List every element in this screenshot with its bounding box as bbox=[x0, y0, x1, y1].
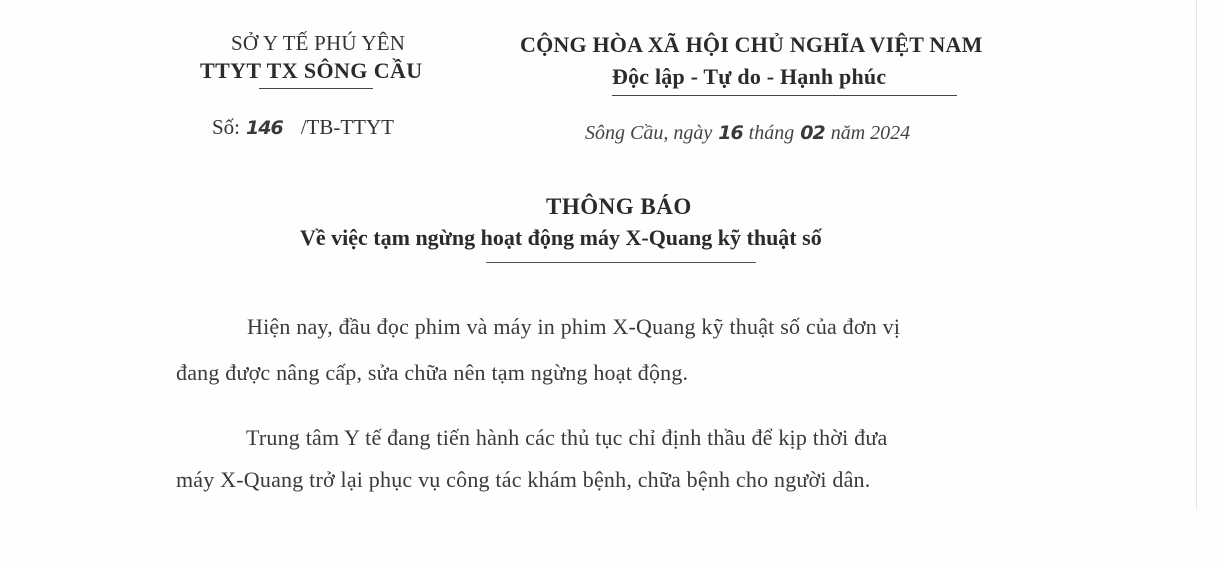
country-name: CỘNG HÒA XÃ HỘI CHỦ NGHĨA VIỆT NAM bbox=[520, 32, 983, 57]
national-motto: Độc lập - Tự do - Hạnh phúc bbox=[612, 64, 887, 89]
document-number bbox=[212, 115, 394, 140]
paragraph-2-line-1: Trung tâm Y tế đang tiến hành các thủ tục chỉ định thầu để kịp thời đưa bbox=[246, 425, 888, 450]
document-number-handwritten: 146 bbox=[246, 117, 283, 139]
date-day-handwritten: 16 bbox=[718, 122, 743, 144]
document-subtitle: Về việc tạm ngừng hoạt động máy X-Quang kỹ thuật số bbox=[300, 225, 822, 250]
parent-organization: SỞ Y TẾ PHÚ YÊN bbox=[231, 31, 406, 55]
paragraph-1-line-2: đang được nâng cấp, sửa chữa nên tạm ngừng hoạt động. bbox=[176, 360, 689, 385]
paragraph-2-line-2: máy X-Quang trở lại phục vụ công tác khám bệnh, chữa bệnh cho người dân. bbox=[176, 467, 871, 492]
paragraph-1-line-1: Hiện nay, đầu đọc phim và máy in phim X-Quang kỹ thuật số của đơn vị bbox=[247, 314, 901, 339]
date-month-label: tháng bbox=[748, 122, 795, 144]
document-title: THÔNG BÁO bbox=[546, 194, 692, 219]
document-number-suffix: /TB-TTYT bbox=[300, 115, 394, 139]
subtitle-underline bbox=[486, 262, 756, 263]
date-year: năm 2024 bbox=[830, 122, 911, 144]
date-place: Sông Cầu, ngày bbox=[585, 122, 713, 144]
motto-underline bbox=[612, 95, 957, 96]
organization-underline bbox=[259, 88, 373, 89]
document-number-prefix: Số: bbox=[212, 115, 241, 139]
document-date bbox=[585, 122, 910, 145]
date-month-handwritten: 02 bbox=[800, 122, 825, 144]
organization-name: TTYT TX SÔNG CẦU bbox=[200, 58, 423, 83]
page-edge-line bbox=[1196, 0, 1197, 510]
